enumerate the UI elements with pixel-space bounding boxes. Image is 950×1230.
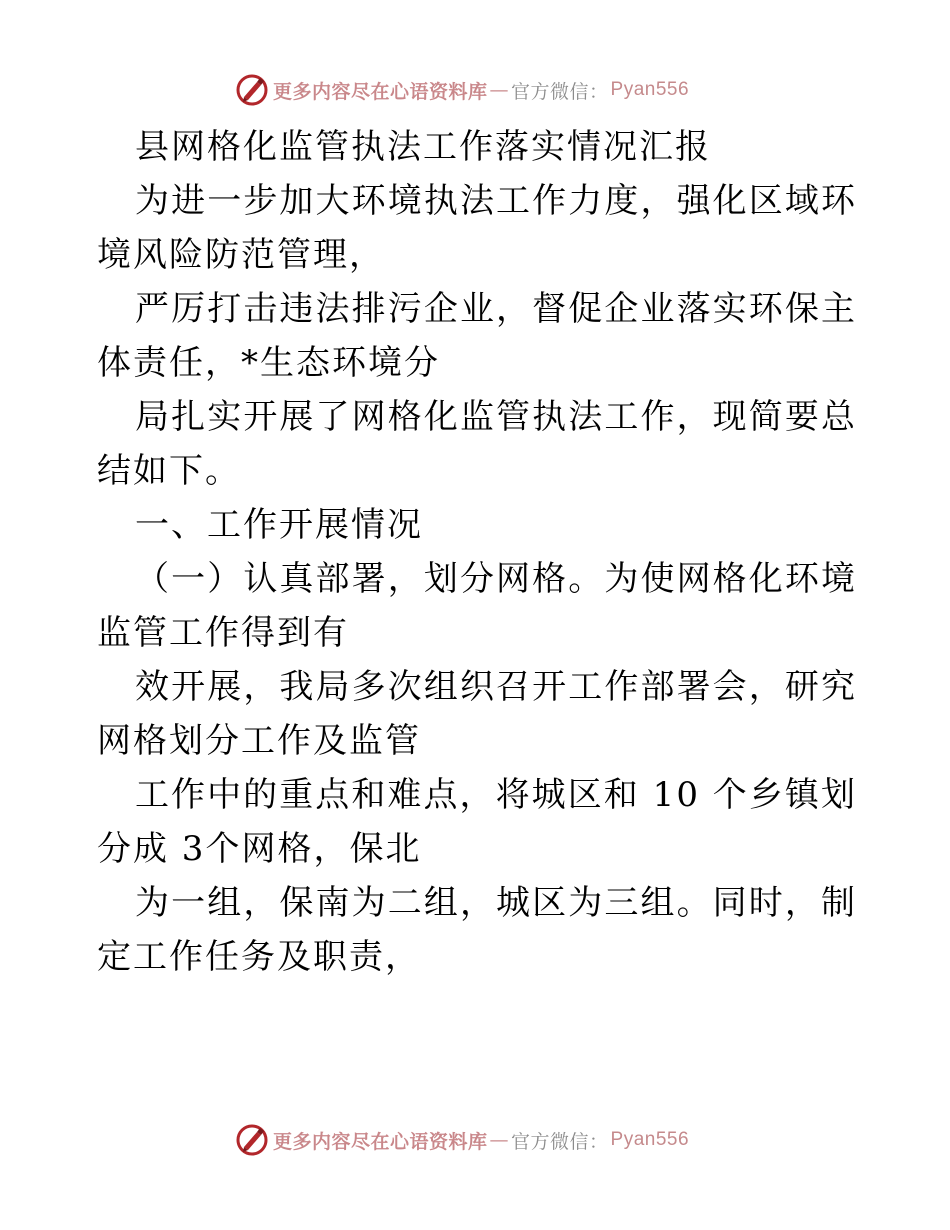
footer-watermark: [235, 1123, 689, 1157]
watermark-handle: Pyan556: [610, 1129, 690, 1150]
document-title: 县网格化监管执法工作落实情况汇报: [135, 127, 711, 167]
watermark-wechat-label: 官方微信：: [511, 1130, 609, 1153]
brand-logo-icon: [235, 1123, 269, 1157]
watermark-dash: —: [489, 1129, 510, 1151]
watermark-brand: 更多内容尽在心语资料库: [273, 1130, 488, 1153]
paragraph: 效开展，我局多次组织召开工作部署会，研究网格划分工作及监管: [97, 667, 857, 761]
paragraph: （一）认真部署，划分网格。为使网格化环境监管工作得到有: [97, 559, 857, 653]
paragraph: 为一组，保南为二组，城区为三组。同时，制定工作任务及职责，: [97, 883, 857, 977]
paragraph: 严厉打击违法排污企业，督促企业落实环保主体责任，*生态环境分: [97, 289, 857, 383]
brand-logo-icon: [235, 73, 269, 107]
paragraph: 工作中的重点和难点，将城区和 10 个乡镇划分成 3个网格，保北: [97, 775, 857, 869]
watermark-dash: —: [489, 79, 510, 101]
watermark-handle: Pyan556: [610, 79, 690, 100]
header-watermark: [235, 73, 689, 107]
document-body: [97, 120, 857, 984]
watermark-brand: 更多内容尽在心语资料库: [273, 80, 488, 103]
watermark-wechat-label: 官方微信：: [511, 80, 609, 103]
section-heading: 一、工作开展情况: [135, 505, 423, 545]
paragraph: 局扎实开展了网格化监管执法工作，现简要总结如下。: [97, 397, 857, 491]
paragraph: 为进一步加大环境执法工作力度，强化区域环境风险防范管理，: [97, 181, 857, 275]
